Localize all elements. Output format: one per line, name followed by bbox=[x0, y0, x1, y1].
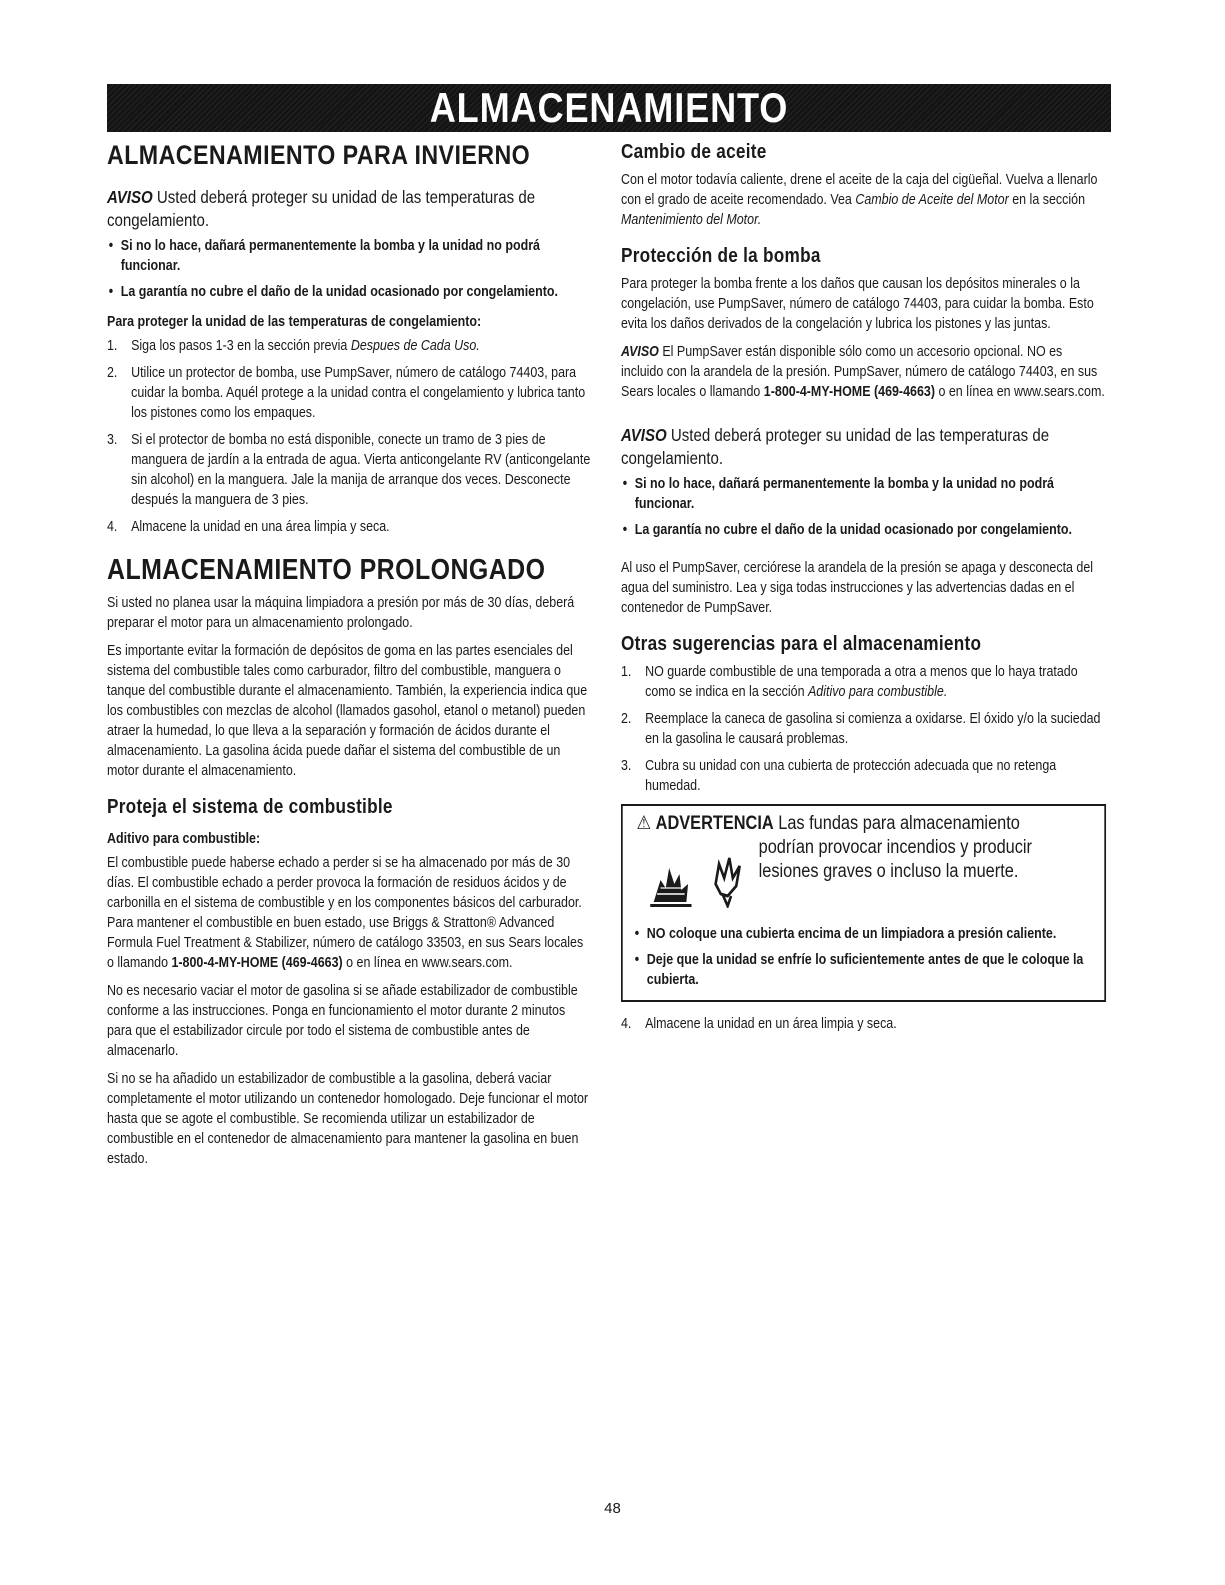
list-item: • Si no lo hace, dañará permanentemente la bomba y la unidad no podrá funcionar. bbox=[621, 474, 1106, 514]
left-column bbox=[107, 140, 592, 1177]
list-item bbox=[107, 517, 592, 537]
warning-bullets bbox=[633, 924, 1094, 990]
paragraph: Para proteger la bomba frente a los daños que causan los depósitos minerales o la congelación, use PumpSaver, número de catálogo 74403, para cuidar la bomba. Esto evita los daños derivados de la congelación y lubrica los pistones y las juntas. bbox=[621, 276, 1094, 332]
fuel-additive-heading: Aditivo para combustible: bbox=[107, 831, 261, 847]
list-item: • La garantía no cubre el daño de la unidad ocasionado por congelamiento. bbox=[107, 282, 592, 302]
left-column-inner bbox=[107, 140, 592, 1169]
section-banner bbox=[107, 84, 1111, 132]
list-item bbox=[107, 363, 592, 423]
pumpsaver-notice bbox=[621, 342, 1106, 402]
paragraph-text: Con el motor todavía caliente, drene el aceite de la caja del cigüeñal. Vuelva a llenarlo con el grado de aceite recomendado. Vea bbox=[621, 172, 1098, 208]
list-item bbox=[621, 662, 1106, 702]
paragraph: Al uso el PumpSaver, cerciórese la arandela de la presión se apaga y desconecta del agua del suministro. Lea y siga todas instrucciones y las advertencias dadas en el contenedor de PumpSaver. bbox=[621, 560, 1094, 616]
list-item: • La garantía no cubre el daño de la unidad ocasionado por congelamiento. bbox=[621, 520, 1106, 540]
step-number: 1. bbox=[107, 338, 118, 354]
notice-label: AVISO bbox=[107, 187, 153, 207]
step-text: Reemplace la caneca de gasolina si comienza a oxidarse. El óxido y/o la suciedad en la gasolina le causará problemas. bbox=[645, 711, 1101, 747]
paragraph-text: El combustible puede haberse echado a perder si se ha almacenado por más de 30 días. El combustible echado a perder provoca la formación de residuos ácidos y de carbonilla en el sistema de combustible y en los componentes básicos del carburador. Para mantener el combustible en buen estado, use Briggs & Stratton® Advanced Formula Fuel Treatment & Stabilizer, número de catálogo 33503, en sus Sears locales o llamando bbox=[107, 855, 584, 971]
list-item bbox=[107, 336, 592, 356]
right-column-inner bbox=[621, 140, 1106, 1034]
step-reference: Despues de Cada Uso. bbox=[350, 338, 480, 354]
paragraph-text: o en línea en www.sears.com. bbox=[342, 955, 513, 971]
step-number: 2. bbox=[107, 365, 118, 381]
paragraph-text: o en línea en www.sears.com. bbox=[934, 384, 1105, 400]
section-reference: Aditivo para combustible. bbox=[807, 684, 948, 700]
paragraph-text: en la sección bbox=[1008, 192, 1086, 208]
storage-suggestions bbox=[621, 662, 1106, 796]
warning-box bbox=[621, 804, 1106, 1002]
oil-change-heading: Cambio de aceite bbox=[621, 141, 767, 163]
phone-number: 1-800-4-MY-HOME (469-4663) bbox=[763, 384, 935, 400]
section-reference: Mantenimiento del Motor. bbox=[621, 212, 762, 228]
page-number: 48 bbox=[604, 1500, 621, 1517]
pump-protection-heading: Protección de la bomba bbox=[621, 245, 821, 267]
warning-description: podrían provocar incendios y producir lesiones graves o incluso la muerte. bbox=[758, 837, 1032, 882]
paragraph bbox=[107, 853, 592, 973]
step-text: Si el protector de bomba no está disponible, conecte un tramo de 3 pies de manguera de jardín a la entrada de agua. Vierta anticongelante RV (anticongelante sin alcohol) en la manguera. Jale la manija de arranque dos veces. Desconecte después la manguera de 3 pies. bbox=[131, 432, 591, 508]
notice-text: Usted deberá proteger su unidad de las temperaturas de congelamiento. bbox=[621, 425, 1050, 468]
warning-triangle-icon: ⚠ bbox=[636, 813, 652, 834]
step-text: Almacene la unidad en un área limpia y seca. bbox=[645, 1016, 897, 1032]
section-reference: Cambio de Aceite del Motor bbox=[855, 192, 1009, 208]
banner-title: ALMACENAMIENTO bbox=[429, 84, 789, 131]
notice-text: Usted deberá proteger su unidad de las temperaturas de congelamiento. bbox=[107, 187, 536, 230]
list-item: • NO coloque una cubierta encima de un limpiadora a presión caliente. bbox=[633, 924, 1094, 944]
fire-explosion-icon bbox=[645, 844, 757, 908]
winter-bullets bbox=[107, 236, 592, 302]
step-number: 3. bbox=[621, 758, 632, 774]
step-number: 3. bbox=[107, 432, 118, 448]
notice-label: AVISO bbox=[621, 425, 667, 445]
paragraph: Si usted no planea usar la máquina limpiadora a presión por más de 30 días, deberá preparar el motor para un almacenamiento prolongado. bbox=[107, 595, 575, 631]
notice-label: AVISO bbox=[621, 344, 659, 360]
other-suggestions-heading: Otras sugerencias para el almacenamiento bbox=[621, 633, 982, 655]
step-number: 4. bbox=[621, 1016, 632, 1032]
spacer bbox=[621, 410, 1106, 424]
phone-number: 1-800-4-MY-HOME (469-4663) bbox=[171, 955, 343, 971]
step-text: Utilice un protector de bomba, use PumpSaver, número de catálogo 74403, para cuidar la bomba. Aquél protege a la unidad contra el congelamiento y lubrica tanto los pistones como los empaques. bbox=[131, 365, 586, 421]
paragraph bbox=[621, 170, 1106, 230]
warning-text: Las fundas para almacenamiento bbox=[778, 813, 1020, 834]
right-column bbox=[621, 140, 1106, 1042]
freeze-notice bbox=[621, 424, 1106, 470]
paragraph: Si no se ha añadido un estabilizador de combustible a la gasolina, deberá vaciar completamente el motor utilizando un contenedor homologado. Deje funcionar el motor hasta que se agote el combustible. Se recomienda utilizar un estabilizador de combustible en el contenedor de almacenamiento para mantener la gasolina en buen estado. bbox=[107, 1071, 589, 1167]
warning-title bbox=[636, 812, 1019, 836]
list-item: • Deje que la unidad se enfríe lo suficientemente antes de que le coloque la cubierta. bbox=[633, 950, 1094, 990]
winter-steps bbox=[107, 336, 592, 537]
step-text: Almacene la unidad en una área limpia y seca. bbox=[131, 519, 390, 535]
paragraph: No es necesario vaciar el motor de gasolina si se añade estabilizador de combustible conforme a las instrucciones. Ponga en funcionamiento el motor durante 2 minutos para que el estabilizador circule por todo el sistema de combustible antes de almacenarlo. bbox=[107, 983, 578, 1059]
step-text: Cubra su unidad con una cubierta de protección adecuada que no retenga humedad. bbox=[645, 758, 1057, 794]
paragraph: Es importante evitar la formación de depósitos de goma en las partes esenciales del sistema del combustible tales como carburador, filtro del combustible, manguera o tanque del combustible durante el almacenamiento. También, la experiencia indica que los combustibles con mezclas de alcohol (llamados gasohol, etanol o metanol) pueden atraer la humedad, lo que lleva a la separación y formación de ácidos durante el almacenamiento. La gasolina ácida puede dañar el sistema del combustible de un motor durante el almacenamiento. bbox=[107, 643, 588, 779]
paragraph-text: El PumpSaver están disponible sólo como un accesorio opcional. NO es incluido con la arandela de la presión. PumpSaver, número de catálogo 74403, en sus Sears locales o llamando bbox=[621, 344, 1098, 400]
step-number: 2. bbox=[621, 711, 632, 727]
warning-header bbox=[633, 812, 1094, 924]
step-number: 1. bbox=[621, 664, 632, 680]
warning-label: ADVERTENCIA bbox=[655, 813, 774, 834]
prolonged-storage-heading: ALMACENAMIENTO PROLONGADO bbox=[107, 554, 546, 586]
winter-storage-heading: ALMACENAMIENTO PARA INVIERNO bbox=[107, 140, 531, 170]
step-text: NO guarde combustible de una temporada a otra a menos que lo haya tratado como se indica en la sección bbox=[645, 664, 1078, 700]
protect-freezing-heading: Para proteger la unidad de las temperaturas de congelamiento: bbox=[107, 314, 482, 330]
list-item bbox=[621, 1014, 1106, 1034]
freeze-bullets bbox=[621, 474, 1106, 540]
winter-notice bbox=[107, 186, 592, 232]
storage-suggestions-final bbox=[621, 1014, 1106, 1034]
step-number: 4. bbox=[107, 519, 118, 535]
list-item bbox=[621, 709, 1106, 749]
list-item bbox=[621, 756, 1106, 796]
list-item bbox=[107, 430, 592, 510]
step-text: Siga los pasos 1-3 en la sección previa bbox=[131, 338, 351, 354]
fuel-system-heading: Proteja el sistema de combustible bbox=[107, 796, 393, 818]
list-item: • Si no lo hace, dañará permanentemente la bomba y la unidad no podrá funcionar. bbox=[107, 236, 592, 276]
